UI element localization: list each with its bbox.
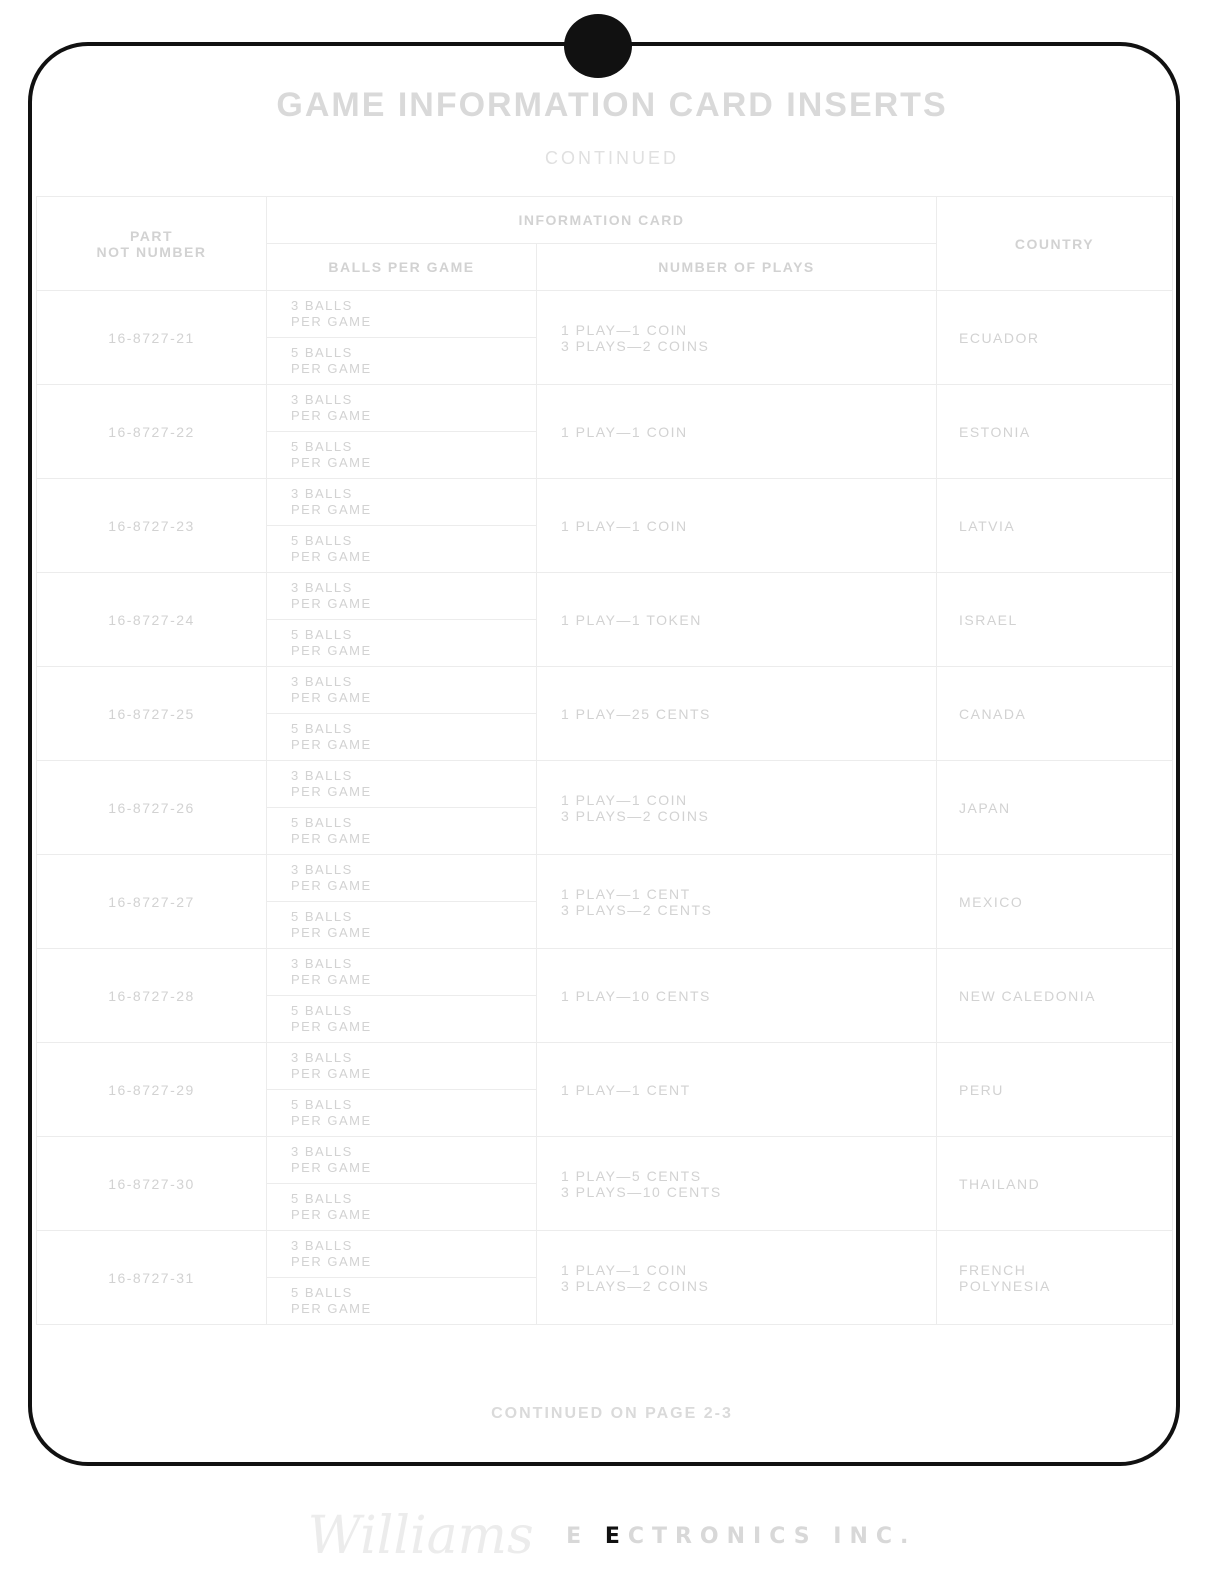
balls-per-game-cell: 5 BALLS PER GAME xyxy=(267,1278,537,1325)
company-rest: CTRONICS INC. xyxy=(627,1523,917,1549)
balls-per-game-cell: 5 BALLS PER GAME xyxy=(267,1090,537,1137)
country-cell: CANADA xyxy=(937,667,1173,761)
table-row xyxy=(37,479,1173,526)
balls-per-game-cell: 3 BALLS PER GAME xyxy=(267,761,537,808)
number-of-plays-cell: 1 PLAY—5 CENTS 3 PLAYS—10 CENTS xyxy=(537,1137,937,1231)
footer xyxy=(0,1506,1224,1566)
number-of-plays-cell: 1 PLAY—1 COIN xyxy=(537,385,937,479)
punch-hole xyxy=(564,14,632,78)
header-country: COUNTRY xyxy=(937,197,1173,291)
balls-per-game-cell: 3 BALLS PER GAME xyxy=(267,949,537,996)
part-number-cell: 16-8727-23 xyxy=(37,479,267,573)
table-row xyxy=(37,385,1173,432)
country-cell: NEW CALEDONIA xyxy=(937,949,1173,1043)
table-row xyxy=(37,761,1173,808)
table-row xyxy=(37,1137,1173,1184)
table-row xyxy=(37,1043,1173,1090)
number-of-plays-cell: 1 PLAY—1 COIN xyxy=(537,479,937,573)
continued-note: CONTINUED ON PAGE 2-3 xyxy=(491,1405,733,1422)
balls-per-game-cell: 3 BALLS PER GAME xyxy=(267,1137,537,1184)
company-prefix: E xyxy=(566,1523,590,1549)
table-row xyxy=(37,573,1173,620)
balls-per-game-cell: 5 BALLS PER GAME xyxy=(267,432,537,479)
part-number-cell: 16-8727-22 xyxy=(37,385,267,479)
balls-per-game-cell: 5 BALLS PER GAME xyxy=(267,902,537,949)
balls-per-game-cell: 5 BALLS PER GAME xyxy=(267,714,537,761)
header-part-number: PART NOT NUMBER xyxy=(37,197,267,291)
balls-per-game-cell: 5 BALLS PER GAME xyxy=(267,996,537,1043)
number-of-plays-cell: 1 PLAY—1 CENT 3 PLAYS—2 CENTS xyxy=(537,855,937,949)
balls-per-game-cell: 3 BALLS PER GAME xyxy=(267,667,537,714)
company-name xyxy=(566,1524,916,1549)
balls-per-game-cell: 5 BALLS PER GAME xyxy=(267,808,537,855)
country-cell: FRENCH POLYNESIA xyxy=(937,1231,1173,1325)
part-number-cell: 16-8727-30 xyxy=(37,1137,267,1231)
balls-per-game-cell: 3 BALLS PER GAME xyxy=(267,291,537,338)
part-number-cell: 16-8727-24 xyxy=(37,573,267,667)
balls-per-game-cell: 3 BALLS PER GAME xyxy=(267,1043,537,1090)
country-cell: ECUADOR xyxy=(937,291,1173,385)
part-number-cell: 16-8727-25 xyxy=(37,667,267,761)
table-row xyxy=(37,291,1173,338)
balls-per-game-cell: 3 BALLS PER GAME xyxy=(267,855,537,902)
part-number-cell: 16-8727-27 xyxy=(37,855,267,949)
country-cell: THAILAND xyxy=(937,1137,1173,1231)
company-dark-letter: E xyxy=(604,1523,628,1549)
balls-per-game-cell: 3 BALLS PER GAME xyxy=(267,385,537,432)
number-of-plays-cell: 1 PLAY—1 COIN 3 PLAYS—2 COINS xyxy=(537,1231,937,1325)
number-of-plays-cell: 1 PLAY—1 COIN 3 PLAYS—2 COINS xyxy=(537,291,937,385)
balls-per-game-cell: 5 BALLS PER GAME xyxy=(267,338,537,385)
country-cell: ESTONIA xyxy=(937,385,1173,479)
balls-per-game-cell: 3 BALLS PER GAME xyxy=(267,1231,537,1278)
part-number-cell: 16-8727-29 xyxy=(37,1043,267,1137)
country-cell: ISRAEL xyxy=(937,573,1173,667)
header-balls-per-game: BALLS PER GAME xyxy=(267,244,537,291)
part-number-cell: 16-8727-26 xyxy=(37,761,267,855)
table-row xyxy=(37,949,1173,996)
balls-per-game-cell: 5 BALLS PER GAME xyxy=(267,620,537,667)
table-body xyxy=(37,291,1173,1325)
card-table xyxy=(36,196,1173,1325)
balls-per-game-cell: 3 BALLS PER GAME xyxy=(267,573,537,620)
part-number-cell: 16-8727-21 xyxy=(37,291,267,385)
table-row xyxy=(37,1231,1173,1278)
number-of-plays-cell: 1 PLAY—1 CENT xyxy=(537,1043,937,1137)
number-of-plays-cell: 1 PLAY—10 CENTS xyxy=(537,949,937,1043)
country-cell: LATVIA xyxy=(937,479,1173,573)
header-information-card: INFORMATION CARD xyxy=(267,197,937,244)
balls-per-game-cell: 5 BALLS PER GAME xyxy=(267,526,537,573)
table-row xyxy=(37,667,1173,714)
number-of-plays-cell: 1 PLAY—1 TOKEN xyxy=(537,573,937,667)
table-row xyxy=(37,855,1173,902)
country-cell: JAPAN xyxy=(937,761,1173,855)
number-of-plays-cell: 1 PLAY—25 CENTS xyxy=(537,667,937,761)
header-number-of-plays: NUMBER OF PLAYS xyxy=(537,244,937,291)
part-number-cell: 16-8727-31 xyxy=(37,1231,267,1325)
part-number-cell: 16-8727-28 xyxy=(37,949,267,1043)
balls-per-game-cell: 3 BALLS PER GAME xyxy=(267,479,537,526)
country-cell: PERU xyxy=(937,1043,1173,1137)
williams-logo: Williams xyxy=(307,1506,534,1566)
balls-per-game-cell: 5 BALLS PER GAME xyxy=(267,1184,537,1231)
country-cell: MEXICO xyxy=(937,855,1173,949)
number-of-plays-cell: 1 PLAY—1 COIN 3 PLAYS—2 COINS xyxy=(537,761,937,855)
page-subtitle: CONTINUED xyxy=(545,148,679,168)
page-title: GAME INFORMATION CARD INSERTS xyxy=(276,86,948,124)
